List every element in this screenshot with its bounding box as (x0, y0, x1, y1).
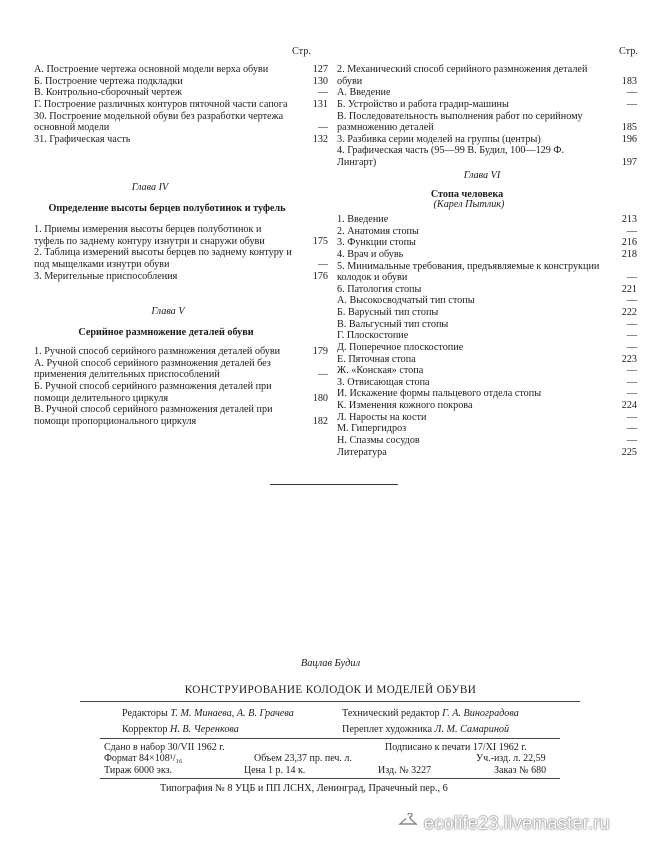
toc-entry-page: — (626, 272, 637, 284)
toc-section-right-top (337, 64, 637, 169)
chapter-title: Серийное размножение деталей обуви (78, 327, 254, 338)
toc-entry-page: 185 (621, 122, 637, 134)
toc-entry-title: 2. Таблица измерений высоты берцев по заднему контуру и под мыщелками изнутри обуви (34, 247, 292, 270)
toc-entry (337, 295, 637, 307)
toc-entry-page: 127 (312, 64, 328, 75)
toc-entry-page: — (626, 411, 637, 423)
corrector-role: Корректор (122, 724, 168, 735)
toc-entry (337, 400, 637, 412)
toc-entry (34, 358, 328, 381)
toc-entry (34, 346, 328, 358)
toc-entry (34, 271, 328, 283)
toc-entry-title: 1. Введение (337, 214, 389, 225)
toc-entry (337, 423, 637, 435)
tech-editor-line (342, 708, 519, 720)
toc-entry-title: 30. Построение модельной обуви без разработки чертежа основной модели (34, 110, 284, 134)
page-column-header: Стр. (292, 46, 311, 57)
cover-role: Переплет художника (342, 724, 432, 735)
toc-entry-title: 4. Врач и обувь (337, 248, 404, 260)
toc-entry-page: — (626, 423, 637, 435)
toc-entry-page: — (626, 365, 637, 377)
toc-entry-title: 5. Минимальные требования, предъявляемые к конструкции колодок и обуви (337, 260, 600, 284)
toc-entry (337, 99, 637, 111)
toc-entry (337, 111, 637, 134)
toc-entry-page: — (626, 434, 637, 446)
toc-entry-page: 132 (312, 133, 328, 145)
toc-entry-page: — (626, 388, 637, 400)
toc-entry-page: 182 (312, 415, 328, 427)
page-column-header: Стр. (619, 46, 638, 57)
toc-entry (337, 354, 637, 366)
toc-entry (337, 134, 637, 146)
toc-entry-title: 2. Механический способ серийного размножения деталей обуви (337, 64, 588, 87)
editors-line (122, 708, 294, 720)
toc-entry-title: В. Контрольно-сборочный чертеж (34, 87, 182, 99)
toc-entry-title: В. Последовательность выполнения работ по серийному размножению деталей (337, 110, 583, 134)
section-divider (270, 484, 398, 485)
toc-entry (337, 435, 637, 447)
toc-entry-title: 2. Анатомия стопы (337, 225, 419, 237)
toc-entry-title: В. Ручной способ серийного размножения деталей при помощи пропорционального циркуля (34, 404, 273, 427)
toc-entry (337, 377, 637, 389)
toc-entry-title: 6. Патология стопы (337, 283, 422, 295)
print-rule-top (100, 738, 560, 739)
toc-entry-page: 131 (312, 98, 328, 110)
toc-entry-title: 1. Приемы измерения высоты берцев полуботинок и туфель по заднему контуру изнутри и снаружи обуви (34, 224, 265, 247)
set-date: Сдано в набор 30/VII 1962 г. (104, 742, 225, 753)
toc-entry-title: 4. Графическая часть (95—99 В. Будил, 100—129 Ф. Лингарт) (337, 145, 565, 168)
toc-entry (34, 404, 328, 427)
toc-entry-page: — (626, 295, 637, 307)
toc-entry (337, 145, 637, 168)
toc-section-chapter-4 (34, 224, 328, 282)
cover-artist-line (342, 724, 509, 736)
chapter-author: (Карел Пытлик) (433, 199, 505, 210)
toc-entry-page: 213 (621, 214, 637, 225)
toc-entry-title: Б. Варусный тип стопы (337, 307, 439, 318)
toc-entry-page: — (626, 341, 637, 353)
toc-entry-title: Б. Ручной способ серийного размножения деталей при помощи делительного циркуля (34, 380, 272, 404)
colophon-author: Вацлав Будил (300, 658, 361, 669)
toc-entry-page: 224 (621, 400, 637, 411)
toc-entry-title: Г. Построение различных контуров пяточной части сапога (34, 98, 288, 110)
hanger-icon (398, 813, 418, 834)
order-number: Заказ № 680 (494, 765, 547, 776)
print-run: Тираж 6000 экз. (104, 765, 173, 776)
toc-entry (337, 214, 637, 226)
toc-entry-title: 31. Графическая часть (34, 133, 131, 145)
toc-entry (337, 447, 637, 459)
price: Цена 1 р. 14 к. (244, 765, 306, 776)
toc-entry (337, 249, 637, 261)
toc-entry-title: М. Гипергидроз (337, 423, 407, 435)
print-rule-bottom (100, 778, 560, 779)
toc-entry (34, 381, 328, 404)
toc-entry-title: 3. Функции стопы (337, 237, 416, 249)
signed-date: Подписано к печати 17/XI 1962 г. (385, 742, 527, 753)
toc-entry-title: 1. Ручной способ серийного размножения деталей обуви (34, 346, 281, 357)
toc-entry (337, 342, 637, 354)
edition-number: Изд. № 3227 (378, 765, 432, 776)
toc-entry (337, 365, 637, 377)
toc-entry (34, 224, 328, 247)
toc-entry-title: Б. Устройство и работа градир-машины (337, 98, 509, 110)
toc-entry (337, 226, 637, 238)
editors-role: Редакторы (122, 708, 168, 719)
toc-entry (337, 284, 637, 296)
toc-entry-page: — (626, 330, 637, 342)
chapter-label: Глава VI (463, 170, 501, 181)
toc-entry-title: Д. Поперечное плоскостопие (337, 341, 464, 353)
toc-entry (337, 412, 637, 424)
corrector-line (122, 724, 239, 736)
toc-entry-title: И. Искажение формы пальцевого отдела стопы (337, 388, 542, 400)
toc-entry-title: Б. Построение чертежа подкладки (34, 75, 183, 87)
toc-entry-page: — (626, 87, 637, 99)
toc-entry-page: 223 (621, 353, 637, 365)
volume: Объем 23,37 пр. печ. л. (254, 753, 352, 764)
toc-entry (34, 99, 328, 111)
toc-entry (337, 307, 637, 319)
toc-entry-title: А. Построение чертежа основной модели верха обуви (34, 64, 269, 75)
toc-entry-page: — (626, 376, 637, 388)
toc-entry (34, 64, 328, 76)
toc-entry-page: 180 (312, 392, 328, 404)
toc-entry-title: 3. Разбивка серии моделей на группы (центры) (337, 133, 541, 145)
toc-entry-page: 183 (621, 75, 637, 87)
toc-entry-title: 3. Мерительные приспособления (34, 270, 178, 282)
toc-entry-title: Е. Пяточная стопа (337, 353, 416, 365)
chapter-title: Определение высоты берцев полуботинок и туфель (48, 203, 286, 214)
toc-entry-page: — (317, 87, 328, 99)
toc-entry (337, 87, 637, 99)
publisher-sheets: Уч.-изд. л. 22,59 (476, 753, 546, 764)
toc-entry-title: В. Вальгусный тип стопы (337, 318, 449, 330)
watermark-text: ecolife23.livemaster.ru (424, 813, 610, 833)
toc-entry (34, 111, 328, 134)
chapter-label: Глава IV (131, 182, 169, 193)
toc-entry-page: 196 (621, 133, 637, 145)
colophon-rule (80, 701, 580, 702)
chapter-title: Стопа человека (430, 189, 504, 200)
toc-entry-page: 225 (621, 446, 637, 458)
toc-entry (337, 388, 637, 400)
printer-line: Типография № 8 УЦБ и ПП ЛСНХ, Ленинград, Прачечный пер., 6 (160, 783, 448, 794)
toc-entry-page: 175 (312, 235, 328, 247)
toc-entry-page: 221 (621, 283, 637, 295)
toc-entry (337, 237, 637, 249)
toc-entry-page: 218 (621, 248, 637, 260)
toc-entry-page: 216 (621, 237, 637, 249)
cover-name: Л. М. Самариной (434, 724, 510, 735)
toc-entry (34, 134, 328, 146)
toc-entry (337, 319, 637, 331)
toc-entry-title: Литература (337, 446, 387, 458)
toc-entry-title: А. Ручной способ серийного размножения деталей без применения делительных приспособлений (34, 357, 271, 381)
toc-entry-title: А. Введение (337, 87, 391, 99)
toc-entry-page: 197 (621, 157, 637, 168)
toc-entry-page: — (317, 122, 328, 134)
toc-entry-title: А. Высокосводчатый тип стопы (337, 295, 475, 307)
toc-section-chapter-6 (337, 214, 637, 458)
toc-entry-title: З. Отвисающая стопа (337, 376, 430, 388)
format: Формат 84×108¹/₁₆ (104, 753, 183, 764)
toc-entry-page: 176 (312, 270, 328, 282)
chapter-label: Глава V (151, 306, 185, 317)
toc-entry-title: Г. Плоскостопие (337, 330, 409, 342)
toc-entry-title: Н. Спазмы сосудов (337, 434, 420, 446)
toc-entry-page: 179 (312, 346, 328, 357)
toc-entry-page: — (626, 318, 637, 330)
toc-entry (337, 261, 637, 284)
toc-entry-page: — (626, 225, 637, 237)
watermark (398, 813, 658, 834)
toc-entry (34, 76, 328, 88)
toc-entry-title: К. Изменения кожного покрова (337, 400, 473, 411)
toc-entry (34, 247, 328, 270)
toc-entry (34, 87, 328, 99)
toc-entry-title: Ж. «Конская» стопа (337, 365, 424, 377)
toc-entry-page: 222 (621, 307, 637, 318)
toc-entry-page: — (626, 98, 637, 110)
editors-names: Т. М. Минаева, А. В. Грачева (170, 708, 294, 719)
toc-entry-title: Л. Наросты на кости (337, 411, 427, 423)
toc-entry-page: 130 (312, 75, 328, 87)
tech-editor-role: Технический редактор (342, 708, 440, 719)
toc-entry (337, 330, 637, 342)
colophon-book-title: КОНСТРУИРОВАНИЕ КОЛОДОК И МОДЕЛЕЙ ОБУВИ (184, 684, 477, 696)
corrector-name: Н. В. Черенкова (169, 724, 239, 735)
toc-section-chapter-5 (34, 346, 328, 427)
toc-entry (337, 64, 637, 87)
toc-entry-page: — (317, 369, 328, 381)
tech-editor-name: Г. А. Виноградова (442, 708, 519, 719)
toc-entry-page: — (317, 258, 328, 270)
toc-section-left-top (34, 64, 328, 145)
